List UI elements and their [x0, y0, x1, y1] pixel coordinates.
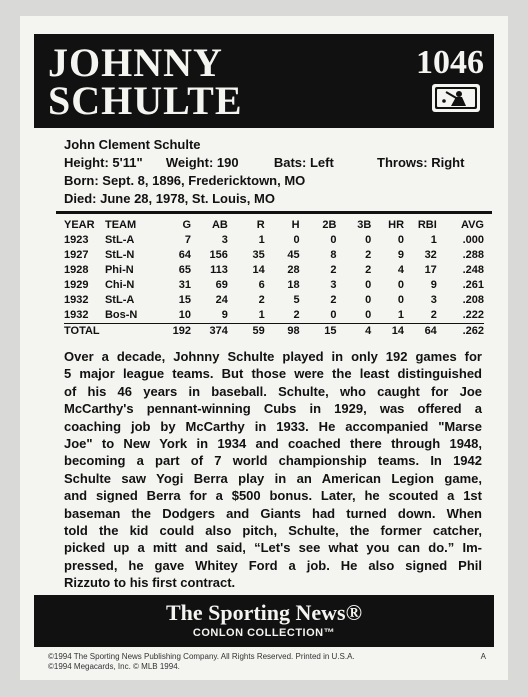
stats-cell-ab: 9	[221, 309, 228, 321]
legal-text	[48, 652, 494, 672]
stats-cell-year: TOTAL	[64, 324, 105, 340]
stats-cell-avg: .288	[462, 249, 484, 261]
stats-cell-h: 28	[287, 264, 300, 276]
biography-line: picked up a mitt and said, “Let's see what you can do.” Im-	[64, 540, 482, 556]
born: Born: Sept. 8, 1896, Fredericktown, MO	[64, 173, 306, 188]
col-ab: AB	[211, 219, 228, 231]
stats-cell-rbi: 32	[424, 249, 437, 261]
stats-cell-rbi: 2	[430, 309, 437, 321]
stats-cell-hr: 9	[397, 249, 405, 261]
stats-cell-2b: 3	[330, 279, 337, 291]
col-h: H	[291, 219, 300, 231]
stats-cell-hr: 1	[397, 309, 405, 321]
stats-cell-year: 1932	[64, 309, 89, 321]
stats-cell-3b: 4	[336, 324, 371, 340]
stats-row	[64, 233, 484, 248]
stats-cell-avg: .248	[462, 264, 484, 276]
stats-cell-year: 1927	[64, 249, 89, 261]
stats-cell-g: 192	[158, 324, 191, 340]
died: Died: June 28, 1978, St. Louis, MO	[64, 191, 275, 206]
biography-line: Schulte saw Yogi Berra play in an American Legion game,	[64, 470, 482, 486]
divider	[56, 211, 492, 214]
stats-row	[64, 263, 484, 278]
stats-cell-g: 7	[184, 234, 191, 246]
name-header	[34, 34, 494, 128]
stats-cell-2b: 2	[330, 264, 337, 276]
stats-row	[64, 308, 484, 324]
col-year: YEAR	[64, 219, 95, 231]
stats-cell-rbi: 1	[430, 234, 437, 246]
biography-line: 5 major league teams. But those were the least distinguished	[64, 366, 482, 382]
stats-row	[64, 278, 484, 293]
stats-cell-r: 14	[252, 264, 265, 276]
col-hr: HR	[388, 219, 405, 231]
stats-cell-g: 64	[178, 249, 191, 261]
stats-cell-avg: .222	[462, 309, 484, 321]
stats-cell-2b: 15	[300, 324, 337, 340]
stats-cell-year: 1932	[64, 294, 89, 306]
stats-cell-hr: 0	[397, 279, 405, 291]
biography-line: becoming a part of 7 world championship teams. In 1942	[64, 453, 482, 469]
biography-line: coaching job by McCarthy in 1933. He accompanied "Marse	[64, 418, 482, 434]
stats-cell-ab: 374	[191, 324, 228, 340]
biography-line: and signed Berra for a $500 bonus. Later, he scouted a 1st	[64, 488, 482, 504]
stats-cell-avg: .208	[462, 294, 484, 306]
stats-cell-3b: 0	[365, 279, 372, 291]
biography-line: pressed, he gave Whitey Ford a job. He also signed Phil	[64, 557, 482, 573]
biography-line: told the kid could also pitch, Schulte, the former catcher,	[64, 523, 482, 539]
biography-line: of his 46 years in baseball. Schulte, who caught for Joe	[64, 383, 482, 399]
stats-cell-year: 1923	[64, 234, 89, 246]
biography-line: Joe" to New York in 1934 and coached there through 1948,	[64, 436, 482, 452]
stats-cell-avg: .261	[462, 279, 484, 291]
weight: Weight: 190	[165, 155, 239, 170]
stats-cell-3b: 0	[365, 309, 372, 321]
biography-line: McCarthy's pennant-winning Cubs in 1929, was offered a	[64, 401, 482, 417]
stats-cell-h: 45	[287, 249, 300, 261]
card-number: 1046	[416, 44, 484, 81]
stats-cell-3b: 0	[365, 234, 372, 246]
stats-cell-team: Phi-N	[104, 264, 134, 276]
stats-cell-hr: 14	[371, 324, 404, 340]
stats-cell-rbi: 3	[430, 294, 437, 306]
col-3b: 3B	[357, 219, 372, 231]
stats-cell-2b: 8	[330, 249, 337, 261]
stats-cell-year: 1928	[64, 264, 89, 276]
stats-cell-g: 31	[178, 279, 191, 291]
stats-table	[64, 218, 484, 339]
stats-cell-g: 15	[178, 294, 191, 306]
stats-total-row	[64, 324, 484, 340]
sporting-news-logo: The Sporting News®	[165, 600, 363, 625]
stats-cell-ab: 113	[210, 264, 228, 276]
conlon-collection: CONLON COLLECTION™	[192, 627, 336, 639]
col-r: R	[256, 219, 265, 231]
stats-cell-avg: .000	[462, 234, 484, 246]
first-name: JOHNNY	[48, 40, 223, 85]
stats-cell-3b: 2	[365, 264, 372, 276]
stats-cell-r: 1	[258, 309, 265, 321]
stats-cell-team: StL-N	[104, 249, 135, 261]
col-g: G	[182, 219, 191, 231]
biography-line: Over a decade, Johnny Schulte played in only 192 games for	[64, 349, 482, 364]
throws: Throws: Right	[377, 155, 465, 170]
stats-cell-team	[105, 324, 158, 340]
full-name: John Clement Schulte	[64, 137, 201, 152]
stats-cell-h: 98	[265, 324, 300, 340]
stats-cell-g: 10	[178, 309, 191, 321]
col-2b: 2B	[322, 219, 337, 231]
footer-banner	[34, 595, 494, 647]
biography-line: Rizzuto to his first contract.	[64, 575, 236, 591]
col-team: TEAM	[104, 219, 137, 231]
stats-cell-ab: 3	[221, 234, 228, 246]
stats-cell-year: 1929	[64, 279, 89, 291]
stats-cell-hr: 0	[397, 294, 405, 306]
stats-cell-r: 2	[258, 294, 265, 306]
stats-cell-rbi: 64	[404, 324, 437, 340]
bats: Bats: Left	[273, 155, 334, 170]
stats-cell-r: 1	[258, 234, 265, 246]
stats-cell-h: 18	[287, 279, 300, 291]
stats-cell-h: 5	[293, 294, 300, 306]
stats-cell-h: 2	[293, 309, 300, 321]
bio-section	[64, 136, 494, 208]
copyright-line-1: ©1994 The Sporting News Publishing Company. All Rights Reserved. Printed in U.S.A.	[48, 652, 355, 661]
stats-cell-h: 0	[293, 234, 300, 246]
copyright-line-2: ©1994 Megacards, Inc. © MLB 1994.	[48, 662, 180, 671]
biography-text	[64, 348, 482, 592]
stats-body	[64, 233, 484, 339]
stats-cell-rbi: 9	[430, 279, 437, 291]
stats-cell-ab: 156	[209, 249, 228, 261]
stats-cell-team: Chi-N	[104, 279, 135, 291]
col-rbi: RBI	[417, 219, 437, 231]
player-name	[48, 40, 243, 123]
stats-cell-3b: 0	[365, 294, 372, 306]
biography-line: baseman the Dodgers and Giants had turned down. When	[64, 505, 482, 521]
stats-cell-rbi: 17	[424, 264, 437, 276]
stats-cell-2b: 0	[330, 234, 337, 246]
stats-cell-team: StL-A	[104, 294, 135, 306]
col-avg: AVG	[460, 219, 484, 231]
physical-row	[64, 154, 494, 172]
stats-row	[64, 293, 484, 308]
height: Height: 5'11"	[64, 155, 143, 170]
last-name: SCHULTE	[48, 78, 243, 123]
stats-cell-r: 59	[228, 324, 265, 340]
stats-cell-ab: 69	[215, 279, 228, 291]
stats-cell-hr: 0	[397, 234, 405, 246]
print-code: A	[480, 652, 486, 661]
stats-cell-2b: 2	[330, 294, 337, 306]
stats-cell-r: 6	[258, 279, 265, 291]
stats-cell-team: StL-A	[104, 234, 135, 246]
stats-cell-r: 35	[252, 249, 265, 261]
stats-cell-avg: .262	[437, 324, 484, 340]
stats-cell-hr: 4	[397, 264, 405, 276]
stats-row	[64, 248, 484, 263]
stats-header-row	[64, 218, 484, 233]
stats-cell-ab: 24	[215, 294, 228, 306]
stats-cell-g: 65	[178, 264, 191, 276]
stats-cell-3b: 2	[365, 249, 372, 261]
stats-cell-team: Bos-N	[104, 309, 138, 321]
stats-cell-2b: 0	[330, 309, 337, 321]
mlb-logo-icon	[432, 84, 480, 112]
